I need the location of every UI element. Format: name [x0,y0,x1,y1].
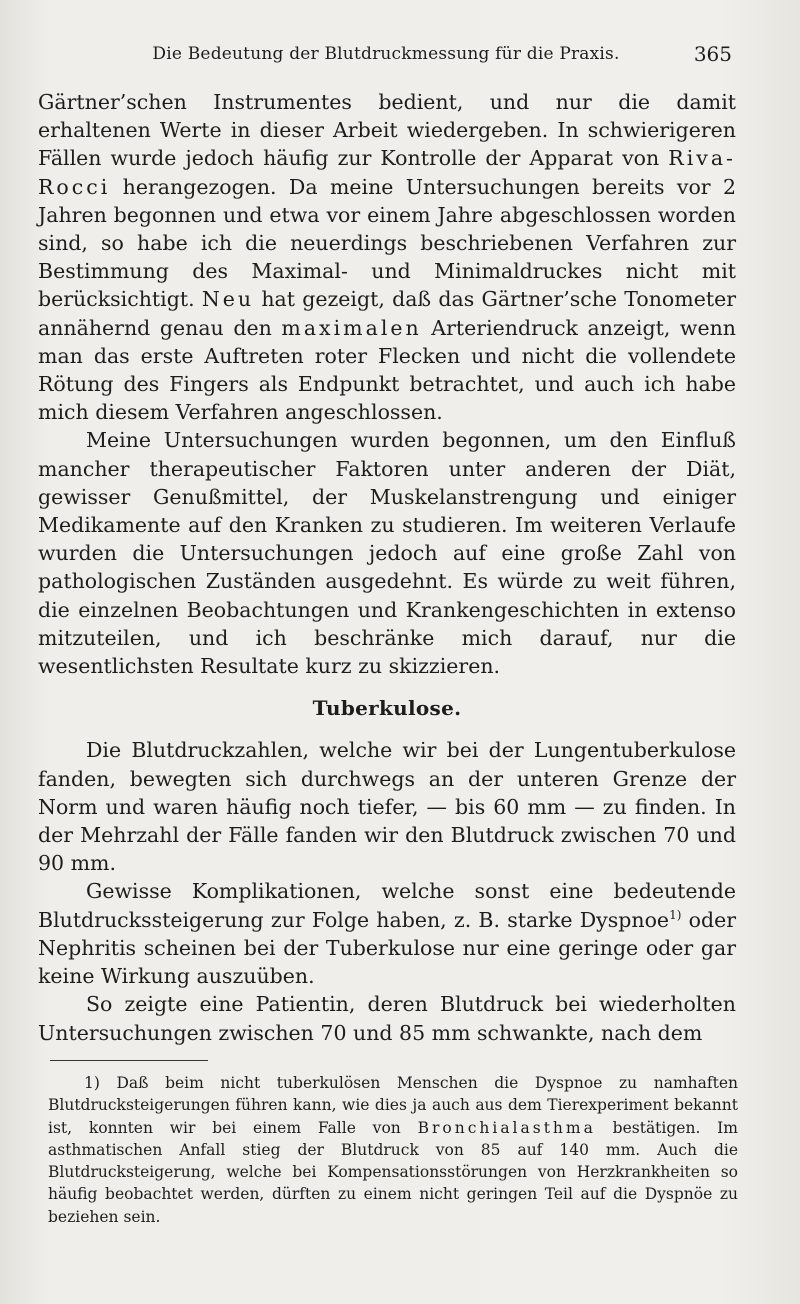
page-header [40,44,732,72]
emphasis-neu: Neu [201,287,255,312]
paragraph-1 [38,88,736,426]
paragraph-4-text-b: oder Nephritis scheinen bei der Tuberkulose nur eine geringe oder gar keine Wirkung auszuüben. [38,907,737,989]
emphasis-riva-rocci: Riva-Rocci [38,146,736,199]
paragraph-4 [38,877,736,990]
footnote-1 [48,1072,738,1228]
section-heading: Tuberkulose. [312,696,462,721]
paragraph-1-text-e: hat gezeigt, daß das Gärtner’sche Tonometer annähernd genau den [38,287,736,340]
page-number: 365 [693,42,732,66]
paragraph-4-text-a: Gewisse Komplikationen, welche sonst eine bedeutende Blutdruckssteigerung zur Folge haben, z. B. starke Dyspnoe [38,879,736,932]
footnote-rule [50,1060,208,1061]
paragraph-1-text-g: Arteriendruck anzeigt, wenn man das erste Auftreten roter Flecken und nicht die vollendete Rötung des Fingers als Endpunkt betrachtet, und auch ich habe mich diesem Verfahren angeschlossen. [38,315,737,425]
body-text [38,88,736,1047]
footnote-text-c: bestätigen. Im asthmatischen Anfall stieg der Blutdruck von 85 auf 140 mm. Auch die Blutdrucksteigerung, welche bei Kompensationsstörungen von Herzkrankheiten so häufig beobachtet werden, dürften zu einem nicht geringen Teil auf die Dyspnöe zu beziehen sein. [48,1118,739,1226]
paragraph-1-text-c: herangezogen. Da meine Untersuchungen bereits vor 2 Jahren begonnen und etwa vor einem Jahre abgeschlossen worden sind, so habe ich die neuerdings beschriebenen Verfahren zur Bestimmung des Maximal- und Minimaldruckes nicht mit berücksichtigt. [38,174,736,312]
paragraph-3: Die Blutdruckzahlen, welche wir bei der Lungentuberkulose fanden, bewegten sich durchwegs an der unteren Grenze der Norm und waren häufig noch tiefer, — bis 60 mm — zu finden. In der Mehrzahl der Fälle fanden wir den Blutdruck zwischen 70 und 90 mm. [38,738,736,876]
emphasis-maximalen: maximalen [281,315,422,340]
paragraph-5: So zeigte eine Patientin, deren Blutdruck bei wiederholten Untersuchungen zwischen 70 und 85 mm schwankte, nach dem [38,992,736,1045]
paragraph-2: Meine Untersuchungen wurden begonnen, um den Einfluß mancher therapeutischer Faktoren unter anderen der Diät, gewisser Genußmittel, der Muskelanstrengung und einiger Medikamente auf den Kranken zu studieren. Im weiteren Verlaufe wurden die Untersuchungen jedoch auf eine große Zahl von pathologischen Zuständen ausgedehnt. Es würde zu weit führen, die einzelnen Beobachtungen und Krankengeschichten in extenso mitzuteilen, und ich beschränke mich darauf, nur die wesentlichsten Resultate kurz zu skizzieren. [38,428,736,679]
footnote-text-a: 1) Daß beim nicht tuberkulösen Menschen die Dyspnoe zu namhaften Blutdrucksteigerungen führen kann, wie dies ja auch aus dem Tierexperiment bekannt ist, konnten wir bei einem Falle von [48,1074,738,1137]
emphasis-bronchialasthma: Bronchialasthma [417,1118,596,1137]
footnotes [48,1072,738,1228]
footnote-marker: 1) [669,907,682,922]
paragraph-1-text-a: Gärtner’schen Instrumentes bedient, und nur die damit erhaltenen Werte in dieser Arbeit wiedergeben. In schwierigeren Fällen wurde jedoch häufig zur Kontrolle der Apparat von [38,90,736,171]
running-head: Die Bedeutung der Blutdruckmessung für die Praxis. [152,44,620,64]
